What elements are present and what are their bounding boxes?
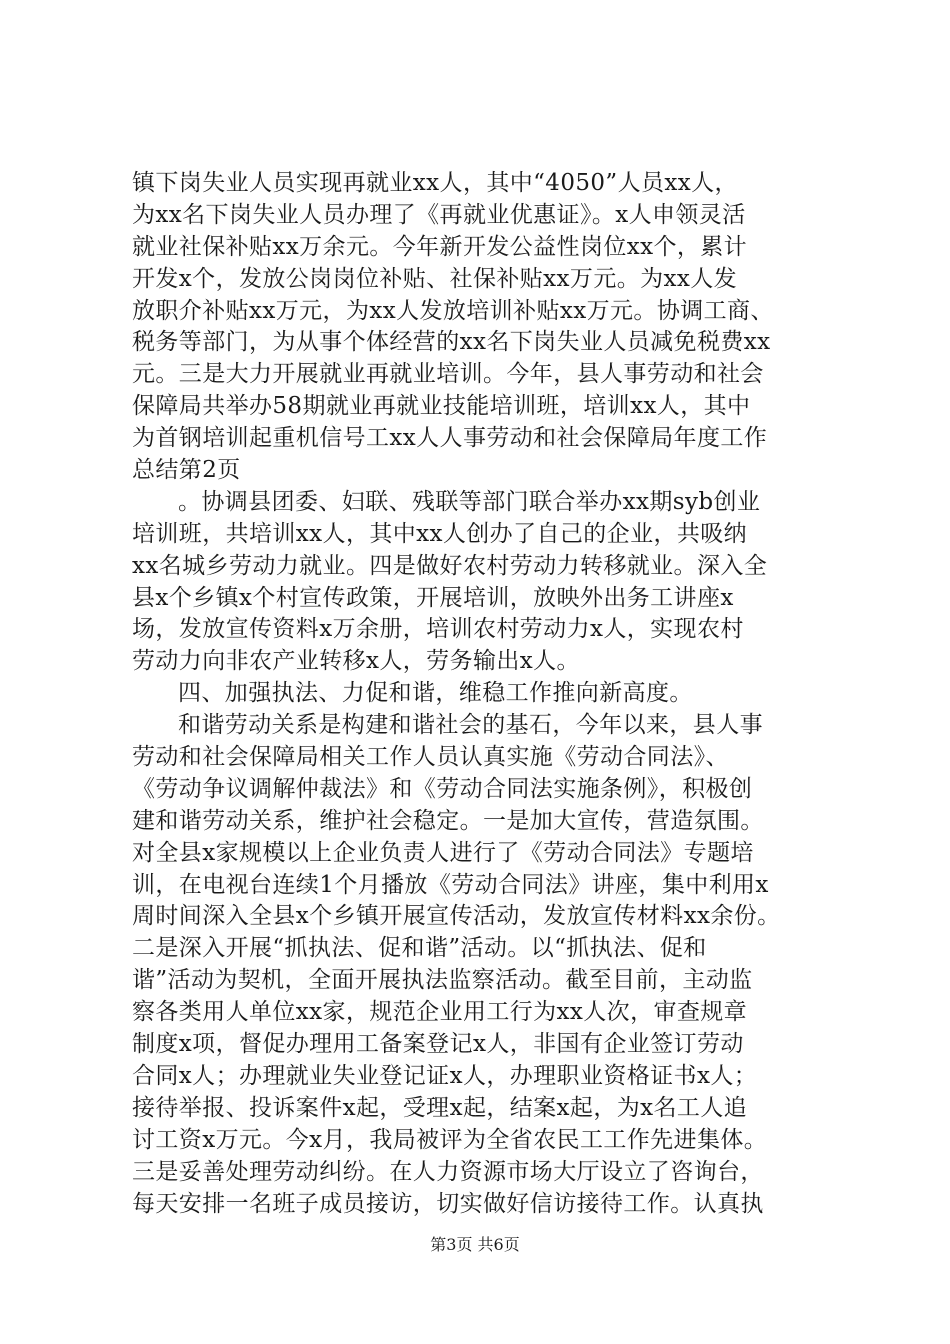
text-line: 场，发放宣传资料x万余册，培训农村劳动力x人，实现农村 — [132, 616, 744, 643]
text-line: 元。三是大力开展就业再就业培训。今年，县人事劳动和社会 — [132, 361, 764, 388]
text-line: 为xx名下岗失业人员办理了《再就业优惠证》。x人申领灵活 — [132, 201, 746, 228]
text-line: 二是深入开展“抓执法、促和谐”活动。以“抓执法、促和 — [132, 935, 707, 962]
text-line: 放职介补贴xx万元，为xx人发放培训补贴xx万元。协调工商、 — [132, 297, 774, 324]
text-line: 培训班，共培训xx人，其中xx人创办了自己的企业，共吸纳 — [132, 520, 748, 547]
text-line: 合同x人；办理就业失业登记证x人，办理职业资格证书x人； — [132, 1062, 758, 1089]
paragraph-start-line: 。协调县团委、妇联、残联等部门联合举办xx期syb创业 — [178, 488, 761, 515]
text-line: 总结第2页 — [132, 457, 241, 484]
text-line: 劳动力向非农产业转移x人，劳务输出x人。 — [132, 648, 580, 675]
text-line: 劳动和社会保障局相关工作人员认真实施《劳动合同法》、 — [132, 744, 729, 771]
text-line: 制度x项，督促办理用工备案登记x人，非国有企业签订劳动 — [132, 1031, 744, 1058]
text-line: 三是妥善处理劳动纠纷。在人力资源市场大厅设立了咨询台， — [132, 1158, 764, 1185]
text-line: 开发x个，发放公岗岗位补贴、社保补贴xx万元。为xx人发 — [132, 265, 738, 292]
text-line: 讨工资x万元。今x月，我局被评为全省农民工工作先进集体。 — [132, 1126, 768, 1153]
page-number-footer: 第3页 共6页 — [430, 1235, 520, 1254]
text-line: 税务等部门，为从事个体经营的xx名下岗失业人员减免税费xx — [132, 329, 771, 356]
text-line: 察各类用人单位xx家，规范企业用工行为xx人次，审查规章 — [132, 999, 748, 1026]
text-line: 谐”活动为契机，全面开展执法监察活动。截至目前，主动监 — [132, 967, 753, 994]
text-line: 县x个乡镇x个村宣传政策，开展培训，放映外出务工讲座x — [132, 584, 734, 611]
text-line: 为首钢培训起重机信号工xx人人事劳动和社会保障局年度工作 — [132, 425, 768, 452]
text-line: 《劳动争议调解仲裁法》和《劳动合同法实施条例》，积极创 — [132, 775, 753, 802]
text-line: 每天安排一名班子成员接访，切实做好信访接待工作。认真执 — [132, 1190, 764, 1217]
body-text — [132, 168, 832, 1220]
text-line: 建和谐劳动关系，维护社会稳定。一是加大宣传，营造氛围。 — [132, 807, 764, 834]
text-line: 对全县x家规模以上企业负责人进行了《劳动合同法》专题培 — [132, 839, 754, 866]
text-line: xx名城乡劳动力就业。四是做好农村劳动力转移就业。深入全 — [132, 552, 768, 579]
paragraph-start-line: 和谐劳动关系是构建和谐社会的基石，今年以来，县人事 — [178, 712, 763, 739]
text-line: 就业社保补贴xx万余元。今年新开发公益性岗位xx个，累计 — [132, 233, 748, 260]
text-line: 训，在电视台连续1个月播放《劳动合同法》讲座，集中利用x — [132, 871, 769, 898]
text-line: 保障局共举办58期就业再就业技能培训班，培训xx人，其中 — [132, 393, 751, 420]
text-line: 周时间深入全县x个乡镇开展宣传活动，发放宣传材料xx余份。 — [132, 903, 781, 930]
text-line: 接待举报、投诉案件x起，受理x起，结案x起，为x名工人追 — [132, 1094, 748, 1121]
section-heading: 四、加强执法、力促和谐，维稳工作推向新高度。 — [178, 680, 693, 707]
text-line: 镇下岗失业人员实现再就业xx人，其中“4050”人员xx人， — [132, 170, 738, 196]
